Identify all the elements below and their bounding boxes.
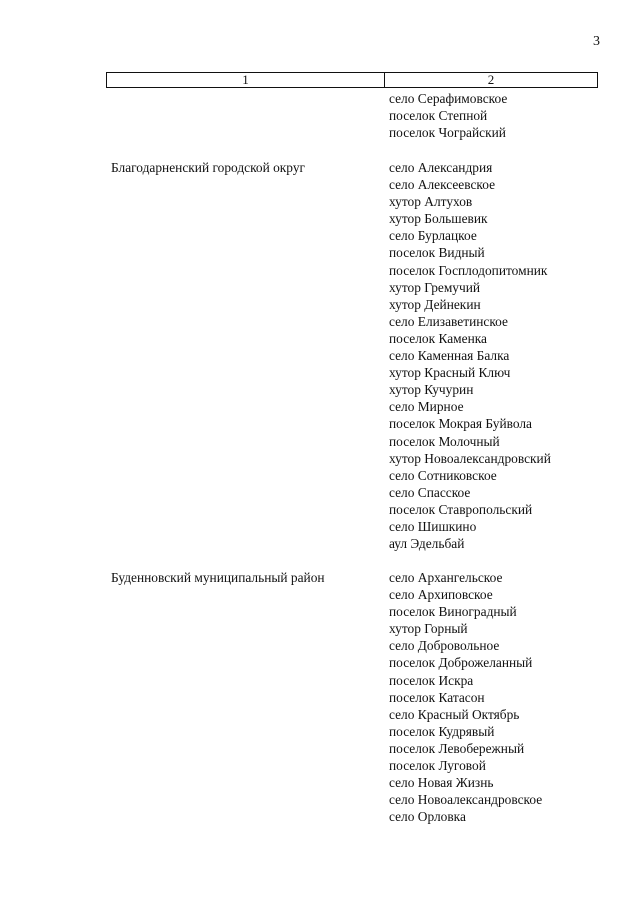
list-item: хутор Кучурин xyxy=(389,382,474,398)
list-item: поселок Степной xyxy=(389,108,488,124)
list-item: хутор Новоалександровский xyxy=(389,450,551,466)
list-item: село Добровольное xyxy=(389,638,500,654)
list-item: село Новая Жизнь xyxy=(389,775,494,791)
list-item: поселок Мокрая Буйвола xyxy=(389,416,532,432)
column-2-header: 2 xyxy=(487,72,495,87)
list-item: поселок Катасон xyxy=(389,689,485,705)
list-item: поселок Кудрявый xyxy=(389,723,495,739)
list-item: поселок Луговой xyxy=(389,758,486,774)
list-item: аул Эдельбай xyxy=(389,536,465,552)
continuation-settlement-list xyxy=(389,90,507,141)
list-item: поселок Госплодопитомник xyxy=(389,262,548,278)
list-item: село Бурлацкое xyxy=(389,228,477,244)
district-name: Буденновский муниципальный район xyxy=(111,570,325,585)
list-item: село Елизаветинское xyxy=(389,313,508,329)
list-item: село Каменная Балка xyxy=(389,348,510,364)
list-item: село Сотниковское xyxy=(389,467,497,483)
list-item: село Мирное xyxy=(389,399,464,415)
list-item: поселок Чограйский xyxy=(389,125,506,141)
settlement-list xyxy=(389,569,542,825)
list-item: село Серафимовское xyxy=(389,91,508,106)
list-item: село Архиповское xyxy=(389,587,493,603)
list-item: поселок Видный xyxy=(389,245,485,261)
list-item: поселок Левобережный xyxy=(389,740,525,756)
list-item: село Красный Октябрь xyxy=(389,706,520,722)
list-item: поселок Виноградный xyxy=(389,604,517,620)
list-item: поселок Каменка xyxy=(389,330,488,346)
list-item: поселок Доброжеланный xyxy=(389,655,533,671)
list-item: хутор Алтухов xyxy=(389,194,473,210)
settlement-list xyxy=(389,159,551,552)
district-name: Благодарненский городской округ xyxy=(111,160,306,175)
list-item: хутор Горный xyxy=(389,621,468,637)
list-item: село Спасское xyxy=(389,484,471,500)
list-item: хутор Дейнекин xyxy=(389,296,481,312)
list-item: поселок Молочный xyxy=(389,433,500,449)
list-item: село Новоалександровское xyxy=(389,792,543,808)
column-1-header: 1 xyxy=(107,73,385,87)
list-item: поселок Искра xyxy=(389,672,474,688)
list-item: село Александрия xyxy=(389,160,493,175)
list-item: хутор Большевик xyxy=(389,211,488,227)
list-item: село Орловка xyxy=(389,809,466,825)
page-number: 3 xyxy=(593,34,600,49)
list-item: село Архангельское xyxy=(389,570,503,585)
list-item: село Шишкино xyxy=(389,518,477,534)
list-item: хутор Красный Ключ xyxy=(389,365,511,381)
list-item: поселок Ставропольский xyxy=(389,501,533,517)
list-item: хутор Гремучий xyxy=(389,279,481,295)
table-header-row xyxy=(106,72,598,88)
list-item: село Алексеевское xyxy=(389,177,496,193)
